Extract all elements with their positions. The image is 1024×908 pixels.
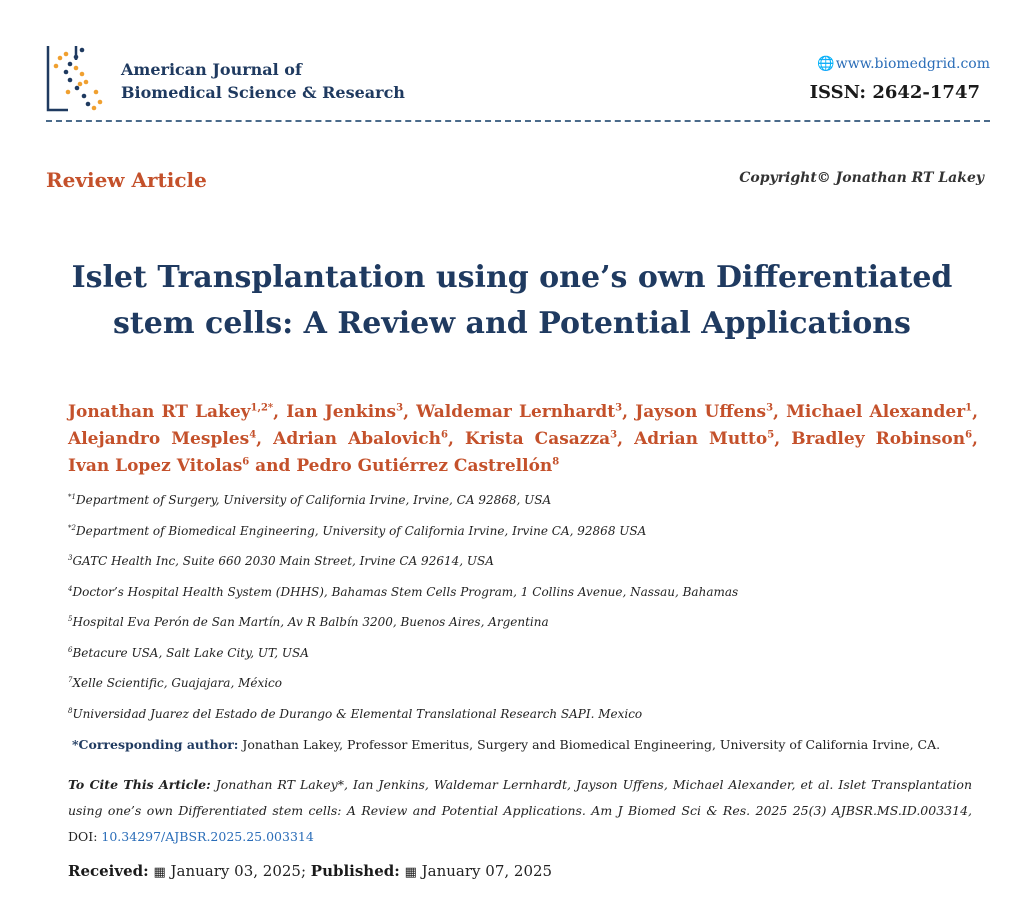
author-affiliation-marker: 1 — [965, 402, 973, 414]
author-name: Ian Jenkins — [286, 402, 397, 422]
corresponding-label: *Corresponding author: — [72, 737, 239, 752]
affiliation-marker: 6 — [68, 645, 73, 654]
author-affiliation-marker: 5 — [767, 429, 775, 441]
corresponding-author — [72, 737, 940, 752]
affiliation-item — [68, 701, 978, 732]
doi — [68, 829, 314, 844]
author-name: Michael Alexander — [786, 402, 966, 422]
affiliation-text: Doctor’s Hospital Health System (DHHS), Bahamas Stem Cells Program, 1 Collins Avenue, Nassau, Bahamas — [72, 584, 739, 599]
affiliation-text: GATC Health Inc, Suite 660 2030 Main Street, Irvine CA 92614, USA — [72, 554, 494, 568]
article-title: Islet Transplantation using one’s own Differentiated stem cells: A Review and Potential Applications — [71, 260, 953, 341]
author-name: Adrian Abalovich — [273, 429, 442, 449]
received-label: Received: — [68, 862, 149, 880]
doi-link[interactable]: 10.34297/AJBSR.2025.25.003314 — [101, 829, 314, 844]
citation — [68, 772, 972, 850]
citation-text: Jonathan RT Lakey*, Ian Jenkins, Waldemar Lernhardt, Jayson Uffens, Michael Alexander, et al. Islet Transplantation using one’s own Differentiated stem cells: A Review and Potential Applications. Am J Biomed Sci & Res. 2025 25(3) AJBSR.MS.ID.003314, — [68, 777, 972, 818]
affiliation-item — [68, 640, 978, 671]
affiliation-text: Universidad Juarez del Estado de Durango & Elemental Translational Research SAPI. Mexico — [72, 706, 643, 721]
corresponding-text: Jonathan Lakey, Professor Emeritus, Surgery and Biomedical Engineering, University of California Irvine, CA. — [242, 737, 941, 752]
citation-label: To Cite This Article: — [68, 777, 211, 792]
copyright: Copyright© Jonathan RT Lakey — [739, 170, 984, 186]
author-name: Bradley Robinson — [791, 429, 966, 449]
affiliation-marker: 4 — [68, 584, 73, 593]
author-name: Krista Casazza — [464, 429, 611, 449]
author-affiliation-marker: 3 — [396, 402, 404, 414]
journal-name-line1: American Journal of — [121, 60, 302, 79]
issn: ISSN: 2642-1747 — [809, 82, 980, 103]
website-link[interactable] — [817, 56, 990, 72]
published-date: January 07, 2025 — [421, 862, 553, 880]
affiliation-item — [68, 487, 978, 518]
journal-name — [121, 58, 405, 104]
affiliation-marker: *1 — [68, 493, 76, 501]
author-affiliation-marker: 3 — [610, 429, 618, 441]
calendar-icon: ▦ — [153, 865, 166, 880]
author-list: Jonathan RT Lakey$^{1,2*}$, Ian Jenkins$^3$, Waldemar Lernhardt$^3$, Jayson Uffens$^3$, Michael Alexander$^1$, Alejandro Mesples$^4$, Adrian Abalovich$^6$, Krista Casazza$^3$, Adrian Mutto$^5$, Bradley Robinson$^6$, Ivan Lopez Vitolas$^6$ and Pedro Gutiérrez Castrellón$^8$ — [68, 402, 979, 476]
author-name: Jonathan RT Lakey — [68, 402, 251, 422]
author-affiliation-marker: 6 — [242, 456, 250, 468]
dna-helix-logo — [46, 44, 108, 112]
globe-icon: 🌐 — [817, 56, 835, 72]
affiliation-item — [68, 548, 978, 579]
author-name: Adrian Mutto — [634, 429, 768, 449]
affiliation-text: Betacure USA, Salt Lake City, UT, USA — [72, 645, 309, 660]
published-label: Published: — [310, 862, 400, 880]
received-date: January 03, 2025; — [170, 862, 307, 880]
affiliation-marker: 7 — [68, 676, 73, 684]
affiliation-text: Xelle Scientific, Guajajara, México — [72, 676, 283, 690]
journal-name-line2: Biomedical Science & Research — [121, 83, 405, 102]
calendar-icon: ▦ — [404, 865, 417, 880]
affiliation-marker: 3 — [68, 554, 73, 562]
author-name: Waldemar Lernhardt — [416, 402, 616, 422]
author-affiliation-marker: 6 — [965, 429, 973, 441]
author-name: Pedro Gutiérrez Castrellón — [296, 456, 553, 476]
header-divider — [46, 120, 990, 122]
author-affiliation-marker: 3 — [766, 402, 774, 414]
affiliation-item — [68, 518, 978, 549]
affiliation-marker: 8 — [68, 706, 73, 715]
affiliation-item — [68, 609, 978, 640]
author-name: Ivan Lopez Vitolas — [68, 456, 243, 476]
author-affiliation-marker: 3 — [615, 402, 623, 414]
affiliation-list — [68, 487, 978, 731]
author-name: Jayson Uffens — [635, 402, 767, 422]
affiliation-item — [68, 579, 978, 610]
author-affiliation-marker: 4 — [249, 429, 257, 441]
author-affiliation-marker: 1,2* — [250, 402, 274, 414]
affiliation-item — [68, 670, 978, 701]
doi-label: DOI: — [68, 829, 98, 844]
article-type: Review Article — [46, 168, 207, 192]
author-affiliation-marker: 8 — [552, 456, 560, 468]
author-affiliation-marker: 6 — [441, 429, 448, 441]
website-url[interactable]: www.biomedgrid.com — [835, 56, 990, 72]
author-connector: and — [255, 456, 291, 476]
journal-header — [46, 44, 990, 122]
affiliation-marker: 5 — [68, 615, 73, 623]
affiliation-text: Department of Biomedical Engineering, University of California Irvine, Irvine CA, 92868 USA — [75, 523, 647, 538]
affiliation-text: Department of Surgery, University of California Irvine, Irvine, CA 92868, USA — [75, 493, 552, 507]
affiliation-marker: *2 — [68, 523, 76, 532]
author-name: Alejandro Mesples — [68, 429, 250, 449]
article-dates — [68, 862, 552, 880]
affiliation-text: Hospital Eva Perón de San Martín, Av R Balbín 3200, Buenos Aires, Argentina — [72, 615, 549, 629]
